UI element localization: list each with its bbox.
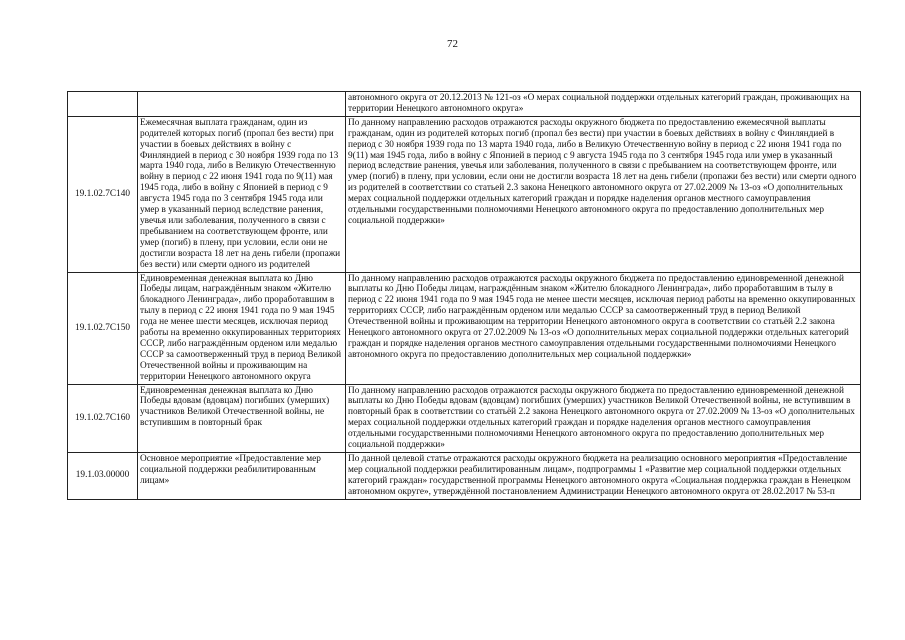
table-row: [68, 453, 861, 500]
row-description: автономного округа от 20.12.2013 № 121-оз «О мерах социальной поддержки отдельных категорий граждан, проживающих на территории Ненецкого автономного округа»: [346, 92, 861, 117]
row-code: 19.1.02.7С140: [68, 116, 138, 272]
row-name: Единовременная денежная выплата ко Дню Победы лицам, награждённым знаком «Жителю блокадного Ленинграда», либо проработавшим в тылу в период с 22 июня 1941 года по 9 мая 1945 года не менее шести месяцев, исключая период работы на временно оккупированных территориях СССР, либо награждённым орденом или медалью СССР за самоотверженный труд в период Великой Отечественной войны и проживающим на территории Ненецкого автономного округа: [138, 272, 346, 384]
row-name: Ежемесячная выплата гражданам, один из родителей которых погиб (пропал без вести) при участии в боевых действиях в войну с Финляндией в период с 30 ноября 1939 года по 13 марта 1940 года, либо в Великую Отечественную войну в период с 22 июня 1941 года по 9(11) мая 1945 года, либо в войну с Японией в период с 9 августа 1945 года по 3 сентября 1945 года или умер в указанный период вследствие ранения, увечья или заболевания, полученного в связи с пребыванием на соответствующем фронте, или умер (погиб) в плену, при условии, если они не достигли возраста 18 лет на день гибели (пропажи без вести) или смерти одного из родителей: [138, 116, 346, 272]
row-description: По данной целевой статье отражаются расходы окружного бюджета на реализацию основного мероприятия «Предоставление мер социальной поддержки реабилитированным лицам», подпрограммы 1 «Развитие мер социальной поддержки отдельных категорий граждан» государственной программы Ненецкого автономного округа «Социальная поддержка граждан в Ненецком автономном округе», утверждённой постановлением Администрации Ненецкого автономного округа от 28.02.2017 № 53-п: [346, 453, 861, 500]
table-row: [68, 116, 861, 272]
page-number: 72: [447, 38, 458, 50]
row-name: Единовременная денежная выплата ко Дню Победы вдовам (вдовцам) погибших (умерших) участников Великой Отечественной войны, не вступившим в повторный брак: [138, 384, 346, 452]
budget-classification-table: [67, 91, 861, 500]
row-name: Основное мероприятие «Предоставление мер социальной поддержки реабилитированным лицам»: [138, 453, 346, 500]
row-code: [68, 92, 138, 117]
table-row: [68, 92, 861, 117]
row-code: 19.1.02.7С150: [68, 272, 138, 384]
row-code: 19.1.03.00000: [68, 453, 138, 500]
table-row: [68, 272, 861, 384]
row-description: По данному направлению расходов отражаются расходы окружного бюджета по предоставлению единовременной денежной выплаты ко Дню Победы вдовам (вдовцам) погибших (умерших) участников Великой Отечественной войны, не вступившим в повторный брак в соответствии со статьёй 2.2 закона Ненецкого автономного округа от 27.02.2009 № 13-оз «О дополнительных мерах социальной поддержки отдельных категорий граждан и порядке наделения органов местного самоуправления отдельными государственными полномочиями Ненецкого автономного округа по предоставлению дополнительных мер социальной поддержки»: [346, 384, 861, 452]
row-name: [138, 92, 346, 117]
row-description: По данному направлению расходов отражаются расходы окружного бюджета по предоставлению единовременной денежной выплаты ко Дню Победы лицам, награждённым знаком «Жителю блокадного Ленинграда», либо проработавшим в тылу в период с 22 июня 1941 года по 9 мая 1945 года не менее шести месяцев, исключая период работы на временно оккупированных территориях СССР, либо награждённым орденом или медалью СССР за самоотверженный труд в период Великой Отечественной войны и проживающим на территории Ненецкого автономного округа в соответствии со статьёй 2.2 закона Ненецкого автономного округа от 27.02.2009 № 13-оз «О дополнительных мерах социальной поддержки отдельных категорий граждан и порядке наделения органов местного самоуправления отдельными государственными полномочиями Ненецкого автономного округа по предоставлению дополнительных мер социальной поддержки»: [346, 272, 861, 384]
row-description: По данному направлению расходов отражаются расходы окружного бюджета по предоставлению ежемесячной выплаты гражданам, один из родителей которых погиб (пропал без вести) при участии в боевых действиях в войну с Финляндией в период с 30 ноября 1939 года по 13 марта 1940 года, либо в Великую Отечественную войну в период с 22 июня 1941 года по 9(11) мая 1945 года, либо в войну с Японией в период с 9 августа 1945 года по 3 сентября 1945 года или умер в указанный период вследствие ранения, увечья или заболевания, полученного в связи с пребыванием на соответствующем фронте, или умер (погиб) в плену, при условии, если они не достигли возраста 18 лет на день гибели (пропажи без вести) или смерти одного из родителей в соответствии со статьей 2.3 закона Ненецкого автономного округа от 27.02.2009 № 13-оз «О дополнительных мерах социальной поддержки отдельных категорий граждан и порядке наделения органов местного самоуправления отдельными государственными полномочиями Ненецкого автономного округа по предоставлению дополнительных мер социальной поддержки»: [346, 116, 861, 272]
row-code: 19.1.02.7С160: [68, 384, 138, 452]
table-row: [68, 384, 861, 452]
